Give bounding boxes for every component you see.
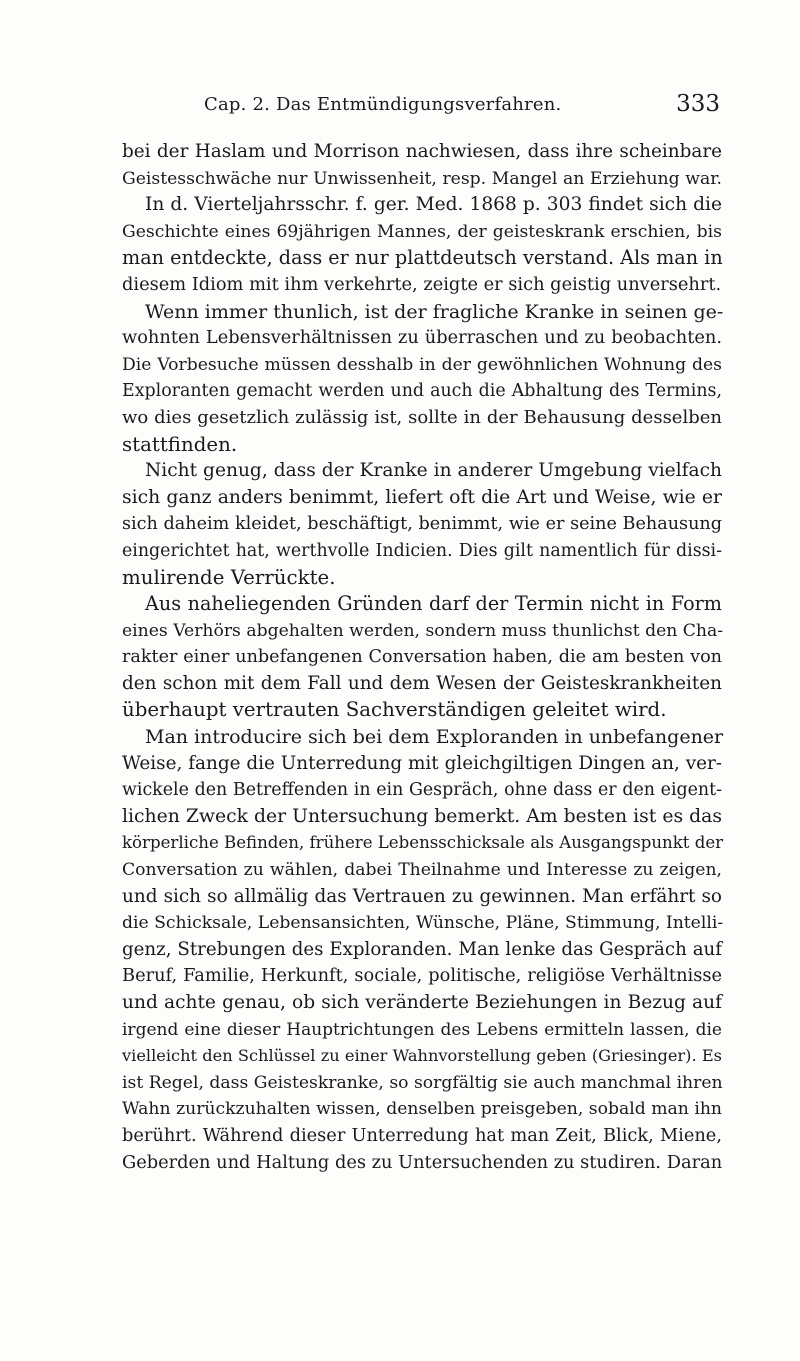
- text-line: Wahn zurückzuhalten wissen, denselben preisgeben, sobald man ihn: [122, 1099, 722, 1120]
- text-line: Geschichte eines 69jährigen Mannes, der geisteskrank erschien, bis: [122, 221, 722, 242]
- text-line: Man introducire sich bei dem Exploranden in unbefangener: [145, 726, 724, 749]
- text-line: Weise, fange die Unterredung mit gleichgiltigen Dingen an, ver-: [122, 752, 722, 774]
- text-line: die Schicksale, Lebensansichten, Wünsche, Pläne, Stimmung, Intelli-: [122, 913, 724, 934]
- text-line: Nicht genug, dass der Kranke in anderer Umgebung vielfach: [145, 460, 722, 482]
- text-line: wo dies gesetzlich zulässig ist, sollte in der Behausung desselben: [122, 406, 722, 428]
- text-line: sich daheim kleidet, beschäftigt, benimmt, wie er seine Behausung: [122, 514, 722, 535]
- text-line: wickele den Betreffenden in ein Gespräch, ohne dass er den eigent-: [122, 780, 722, 801]
- text-line: eines Verhörs abgehalten werden, sondern muss thunlichst den Cha-: [122, 620, 724, 641]
- text-line: und sich so allmälig das Vertrauen zu gewinnen. Man erfährt so: [122, 885, 722, 907]
- text-line: Wenn immer thunlich, ist der fragliche Kranke in seinen ge-: [145, 300, 724, 323]
- running-head: [120, 92, 720, 122]
- text-line: lichen Zweck der Untersuchung bemerkt. Am besten ist es das: [122, 805, 722, 827]
- text-line: mulirende Verrückte.: [122, 565, 336, 589]
- text-line: irgend eine dieser Hauptrichtungen des Lebens ermitteln lassen, die: [122, 1019, 722, 1040]
- text-line: eingerichtet hat, werthvolle Indicien. Dies gilt namentlich für dissi-: [122, 540, 722, 561]
- text-line: man entdeckte, dass er nur plattdeutsch verstand. Als man in: [122, 246, 723, 270]
- text-line: In d. Vierteljahrsschr. f. ger. Med. 1868 p. 303 findet sich die: [145, 194, 722, 216]
- text-line: sich ganz anders benimmt, liefert oft die Art und Weise, wie er: [122, 486, 722, 508]
- text-line: überhaupt vertrauten Sachverständigen geleitet wird.: [122, 698, 667, 722]
- text-line: Geberden und Haltung des zu Untersuchenden zu studiren. Daran: [122, 1151, 723, 1173]
- text-line: genz, Strebungen des Exploranden. Man lenke das Gespräch auf: [122, 938, 722, 960]
- text-line: körperliche Befinden, frühere Lebensschicksale als Ausgangspunkt der: [122, 833, 724, 853]
- text-line: bei der Haslam und Morrison nachwiesen, dass ihre scheinbare: [122, 141, 722, 162]
- text-line: Exploranten gemacht werden und auch die Abhaltung des Termins,: [122, 381, 722, 402]
- text-line: diesem Idiom mit ihm verkehrte, zeigte er sich geistig unversehrt.: [122, 273, 722, 295]
- text-line: Conversation zu wählen, dabei Theilnahme und Interesse zu zeigen,: [122, 860, 722, 881]
- chapter-title: Cap. 2. Das Entmündigungsverfahren.: [204, 94, 562, 115]
- text-line: berührt. Während dieser Unterredung hat man Zeit, Blick, Miene,: [122, 1124, 722, 1146]
- text-line: und achte genau, ob sich veränderte Beziehungen in Bezug auf: [122, 992, 722, 1013]
- text-line: rakter einer unbefangenen Conversation haben, die am besten von: [122, 647, 722, 668]
- text-line: Geistesschwäche nur Unwissenheit, resp. Mangel an Erziehung war.: [122, 168, 722, 189]
- text-line: Beruf, Familie, Herkunft, sociale, politische, religiöse Verhältnisse: [122, 965, 722, 987]
- text-line: Aus naheliegenden Gründen darf der Termin nicht in Form: [145, 592, 722, 616]
- text-line: Die Vorbesuche müssen desshalb in der gewöhnlichen Wohnung des: [122, 354, 722, 375]
- text-line: wohnten Lebensverhältnissen zu überraschen und zu beobachten.: [122, 327, 722, 349]
- body-text: [122, 139, 722, 1176]
- text-line: den schon mit dem Fall und dem Wesen der Geisteskrankheiten: [122, 672, 722, 694]
- text-line: stattfinden.: [122, 432, 238, 456]
- page-number: 333: [676, 91, 720, 117]
- text-line: vielleicht den Schlüssel zu einer Wahnvorstellung geben (Griesinger). Es: [122, 1046, 722, 1066]
- text-line: ist Regel, dass Geisteskranke, so sorgfältig sie auch manchmal ihren: [122, 1072, 723, 1093]
